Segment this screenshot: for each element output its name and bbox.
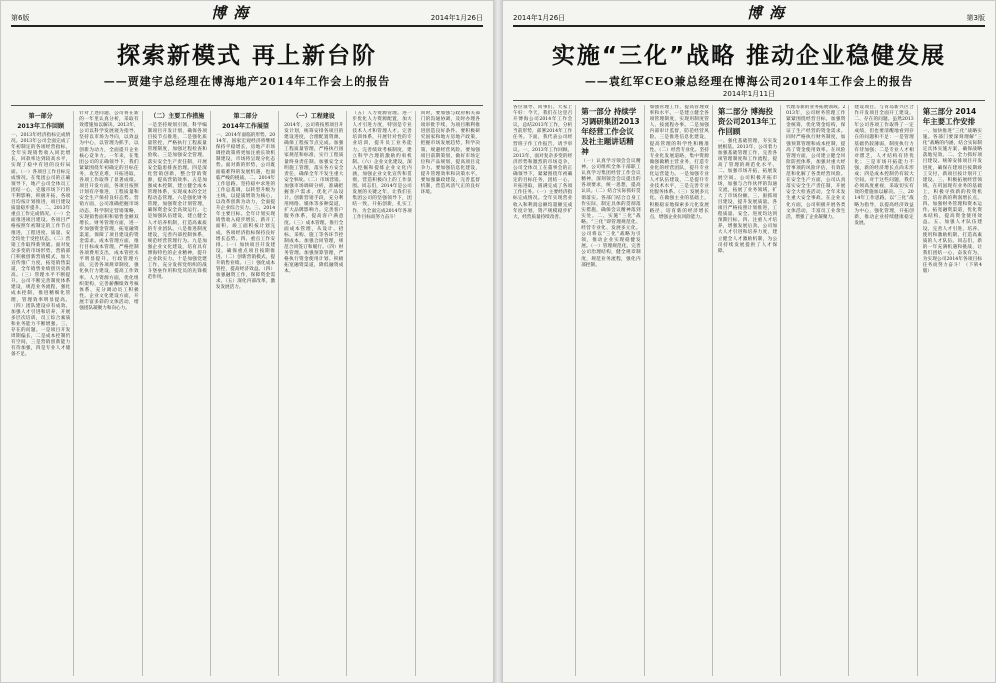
page-gutter	[494, 0, 502, 683]
title-divider	[513, 100, 985, 101]
page-number: 第3版	[966, 14, 985, 22]
section-heading: （一）工程建设	[292, 113, 335, 120]
article-subtitle: ——袁红军CEO兼总经理在博海公司2014年工作会上的报告	[584, 75, 914, 88]
article-subtitle: ——贾建宇总经理在博海地产2014年工作会上的报告	[103, 75, 391, 88]
page-number: 第6版	[11, 14, 30, 22]
body-text: 一、2013年经济指标完成情况。2013年公司全面完成了年初制定的各项经营指标，全年实现销售收入同比增长，回款率达到较高水平，实现了稳中有进的良好局面。（一）各项目工作目标完成情况。在集团公司的正确领导下，地产公司全体员工团结一心，克服市场下行的不利影响，积极开拓，各项目均按计划推进，项目建设质量稳步提升。二、2013年重点工作完成情况。（一）全面推进项目建设。各项目严格按照年初制定的工作节点推进，工程进度、质量、安全均处于受控状态。（二）营销工作取得新突破。面对复杂多变的市场形势，营销部门积极创新营销模式，加大宣传推广力度，拓宽销售渠道，全年销售业绩创历史新高。（三）管理水平不断提升。公司不断完善制度体系建设，规范业务流程，强化成本控制，推进精细化管理，管理效率明显提高。（四）团队建设卓有成效。加强人才引进和培养，开展多层次培训，员工综合素质和业务能力不断增强。三、存在的问题。一是项目开发周期偏长，二是成本控制仍有空间，三是营销创新能力有待加强，四是专业人才储备不足。	[11, 133, 71, 358]
section-heading: 2013年工作回顾	[17, 123, 64, 130]
text-column	[79, 111, 142, 676]
body-text: 建设项目，与青岛新兴区合作开发项目全面开工建设。二、存在的问题。虽然2013年公司各项工作取得了一定成绩，但也要清醒地看到存在的问题和不足：一是管理基础仍较薄弱，制度执行力有待加强；二是专业人才相对匮乏，人才结构有待优化；三是市场开拓能力不强，新的经济增长点尚未形成；四是成本控制仍有较大空间。对于这些问题，我们必须高度重视，采取切实有效的措施加以解决。三、2014年工作思路。以“三化”战略为指导，以提高经济效益为中心，强化管理，开拓创新，推动企业持续健康稳定发展。	[854, 105, 914, 226]
text-column	[786, 105, 849, 676]
section-heading: 第一部分	[28, 113, 53, 120]
section-heading: 第二部分	[233, 113, 258, 120]
section-heading: 第二部分 博海投资公司2013年工作回顾	[717, 107, 777, 136]
text-column	[513, 105, 576, 676]
section-heading: 第三部分 2014年主要工作安排	[922, 107, 977, 126]
body-text: 一是坚持规划引领，科学编制项目开发计划，确保各项目按节点推进。二是强化质量管控，严格执行工程质量管理制度，加强过程检查和验收。三是加强安全管理，落实安全生产责任制，开展安全隐患排查治理。四是深化营销创新，整合营销资源，提高营销效率。五是加强成本控制，建立健全成本管理体系，实现成本的全过程动态管理。六是强化财务管理，加强资金计划管理，确保资金安全高效运行。七是加强队伍建设，建立健全人才培养机制，打造高素质的专业团队。八是推进制度建设，完善内部控制体系，规范经营管理行为。九是加强企业文化建设，培育具有博海特色的企业精神，提升企业软实力。十是加强党建工作，充分发挥党组织的战斗堡垒作用和党员的先锋模范作用。	[147, 123, 207, 281]
section-heading: 第一部分 持续学习调研集团2013年经营工作会议及社主题讲话精神	[581, 107, 640, 156]
section-heading: 2014年工作展望	[222, 123, 269, 130]
body-text: 一、加快推进“三化”战略实施。各部门要深刻理解“三化”战略的内涵，结合实际制定具体实施方案，确保战略落地见效。二、全力抓好项目建设。统筹安排项目开发进度，确保在建项目按期竣工交付，新项目按计划开工建设。三、积极拓展经营领域。在巩固现有业务的基础上，积极寻找新的投资机会，培育新的利润增长点。四、加强财务管理和资本运作。拓宽融资渠道，优化资本结构，提高资金使用效益。五、加强人才队伍建设。完善人才引进、培养、使用和激励机制，打造高素质的人才队伍。同志们，新的一年充满机遇和挑战，让我们团结一心，奋发有为，为实现公司2014年各项目标任务而努力奋斗！（下转4版）	[922, 129, 982, 275]
text-column	[216, 111, 279, 676]
body-text: 2014年，公司将按照项目开发计划，统筹安排各项目的建设进度，合理配置资源，确保工程按节点完成。加强工程质量管理，严格执行国家规范和标准，实行工程质量终身责任制。加强安全文明施工管理，落实各方安全责任，确保全年不发生重大安全事故。（二）市场营销。加强市场调研分析，准确把握客户需求，优化产品设计。创新营销手段，充分利用网络、媒体等多种渠道，扩大品牌影响力。完善客户服务体系，提高客户满意度。（三）成本管理。推行全面成本管理，从设计、招标、采购、施工等各环节控制成本。加强合同管理，规范合同签订和履行。（四）财务管理。加强预算管理，严格执行资金使用计划。积极拓宽融资渠道，降低融资成本。	[284, 123, 344, 275]
body-text: 同时，要加强与政府相关部门的沟通协调，及时办理各项审批手续，为项目顺利推进创造良好条件。要积极研究国家和地方房地产政策，把握市场发展趋势，科学决策，规避经营风险。要加强项目前期策划，做好市场定位和产品规划，提高项目竞争力。要加强信息化建设，提升管理效率和决策水平。要加强廉政建设，完善监督机制，营造风清气正的良好环境。	[420, 111, 480, 196]
masthead-logo: 博 海	[211, 4, 250, 22]
page-header	[11, 5, 483, 27]
masthead-logo: 博 海	[746, 4, 785, 22]
body-text: （一）认真学习领会会议精神。公司组织全体干部职工认真学习集团经营工作会议精神，深刻领会会议提出的各项要求，统一思想，提高认识。（二）结合实际抓好贯彻落实。各部门结合自身工作实际，制定具体的贯彻落实措施，确保会议精神落到实处。二、实施“三化”战略。“三化”即管理规范化、经营专业化、发展多元化。公司将以“三化”战略为引领，推动企业实现稳健发展。（一）管理规范化。完善公司治理结构，健全规章制度，规范业务流程，强化内部控制。	[581, 159, 641, 268]
right-newspaper-page	[502, 0, 996, 683]
text-column	[650, 105, 713, 676]
issue-date: 2014年1月26日	[430, 14, 483, 22]
body-text: （五）人力资源管理。进一步优化人力资源配置，加大人才引进力度，特别是专业技术人才和管理人才。完善培训体系，开展针对性的专业培训，提升员工业务能力。完善绩效考核制度，建立科学合理的激励约束机制。（六）企业文化建设。深入挖掘和提炼企业文化内涵，加强企业文化宣传和贯彻，营造积极向上的工作氛围。同志们，2014年是公司发展的关键之年，让我们在集团公司的坚强领导下，团结一致，开拓创新，扎实工作，为全面完成2014年各项工作目标而努力奋斗！	[352, 111, 412, 220]
article-columns	[513, 105, 985, 676]
text-column	[11, 111, 74, 676]
issue-date: 2014年1月26日	[513, 14, 566, 22]
body-text: 代理等新的业务拓展领域。2013年，公司财务管理工作紧紧围绕经营目标，加强资金统筹，优化资金结构，保证了生产经营的资金需求。同时严格执行财务制度，加强预算管理和成本控制，提高了资金使用效率。在风险管理方面，公司建立健全风险防控体系，加强对重大经营事项的风险评估，有效防范和化解了各类经营风险。在安全生产方面，公司认真落实安全生产责任制，开展安全大检查活动，全年未发生重大安全事故。在企业文化方面，公司积极开展各类文体活动，丰富员工业余生活，增强了企业凝聚力。	[786, 105, 846, 220]
page-header	[513, 5, 985, 27]
speech-date: 2014年1月11日	[722, 90, 776, 98]
body-text: 针对上述问题，公司将在新的一年里认真分析，采取有效措施加以解决。2013年，公司以科学发展观为指导，坚持以市场为导向，以效益为中心，以管理为抓手，以创新为动力，全面提升企业核心竞争力。一年来，在集团公司的正确领导下，我们紧紧围绕年初确定的目标任务，攻坚克难，开拓进取，各项工作取得了显著成绩。项目开发方面，各项目按照计划有序推进，工程质量和安全生产保持良好态势。营销方面，公司准确把握市场动态，科学制定营销策略，实现销售面积和销售金额双增长。财务管理方面，进一步加强资金管理，拓宽融资渠道，保障了项目建设的资金需求。成本管理方面，推行目标成本管理，严格控制各项费用支出，成本管控水平明显提升。行政管理方面，完善各项规章制度，强化执行力建设，提高工作效率。人力资源方面，优化组织架构，完善薪酬绩效考核体系，充分调动员工积极性。企业文化建设方面，开展丰富多彩的文体活动，增强团队凝聚力和向心力。	[79, 111, 139, 311]
text-column	[421, 111, 483, 676]
article-title: 探索新模式 再上新台阶	[116, 43, 377, 69]
body-text: 一、强化基础管理，夯实发展根基。2013年，公司着力加强基础管理工作，完善各项管理制度和工作流程，提高了管理的规范化水平。二、加强市场开拓，拓展发展空间。公司积极开拓市场，加强与合作伙伴的沟通交流，拓展了业务领域，扩大了市场份额。三、狠抓项目建设，提升发展质量。各项目严格按照计划推进，工程质量、安全、进度均达到预期目标。四、注重人才培养，增强发展后劲。公司加大人才引进和培养力度，建立健全人才激励机制，为公司持续发展提供了人才保障。	[717, 139, 778, 254]
body-text: 加强管理工作，提高管理效率和水平。一是建立健全各项管理制度，实现用制度管人、按流程办事。二是加强内部审计监督，防范经营风险。三是推进信息化建设，提高管理的科学性和精准性。（二）经营专业化。坚持专业化发展道路，集中资源做强做精主营业务，打造专业化的经营团队，提升专业化运营能力。一是加强专业人才队伍建设，二是提升专业技术水平，三是完善专业化服务体系。（三）发展多元化。在做强主业的基础上，积极稳妥地探索多元化发展路径，培育新的经济增长点，增强企业抗风险能力。	[649, 105, 709, 220]
body-text: 一、2014年面临的形势。2014年，国家宏观经济将继续保持平稳增长，房地产市场调控政策将更加注重长效机制建设，市场将呈现分化态势。面对新的形势，公司既面临难得的发展机遇，也面临严峻的挑战。二、2014年工作思路。坚持稳中求进的工作总基调，以转型升级为主线，以提质增效为核心，以改革创新为动力，全面提升企业综合实力。三、2014年主要目标。全年计划实现销售收入稳步增长，新开工面积、竣工面积按计划完成，各项经济指标保持良好增长态势。四、重点工作安排。（一）加快项目开发建设，确保重点项目按期推进。（二）创新营销模式，提升销售业绩。（三）强化成本管控，提高经济效益。（四）加强融资工作，保障资金需求。（五）深化内部改革，激发发展活力。	[215, 133, 276, 291]
text-column	[284, 111, 347, 676]
article-columns	[11, 111, 483, 676]
section-heading: （二）主要工作措施	[150, 113, 205, 120]
text-column	[923, 105, 985, 676]
left-newspaper-page	[0, 0, 494, 683]
text-column	[581, 105, 644, 676]
text-column	[148, 111, 211, 676]
article-title: 实施“三化”战略 推动企业稳健发展	[551, 43, 947, 69]
body-text: 各位领导、同事们、大家上午好：今天，我们在这里召开博海公司2014年工作会议，总结2013年工作，分析当前形势，部署2014年工作任务。下面，我代表公司经营班子作工作报告，请予审议。一、2013年工作回顾。2013年，面对复杂多变的经济形势和激烈的市场竞争，公司全体员工在董事会的正确领导下，紧紧围绕年初确定的目标任务，团结一心，开拓进取，圆满完成了各项工作任务。（一）主要经济指标完成情况。全年实现营业收入和利润总额均超额完成年度计划，资产规模稳步扩大，经营质量持续改善。	[513, 105, 573, 220]
text-column	[854, 105, 917, 676]
text-column	[718, 105, 781, 676]
text-column	[352, 111, 415, 676]
title-divider	[11, 105, 483, 106]
